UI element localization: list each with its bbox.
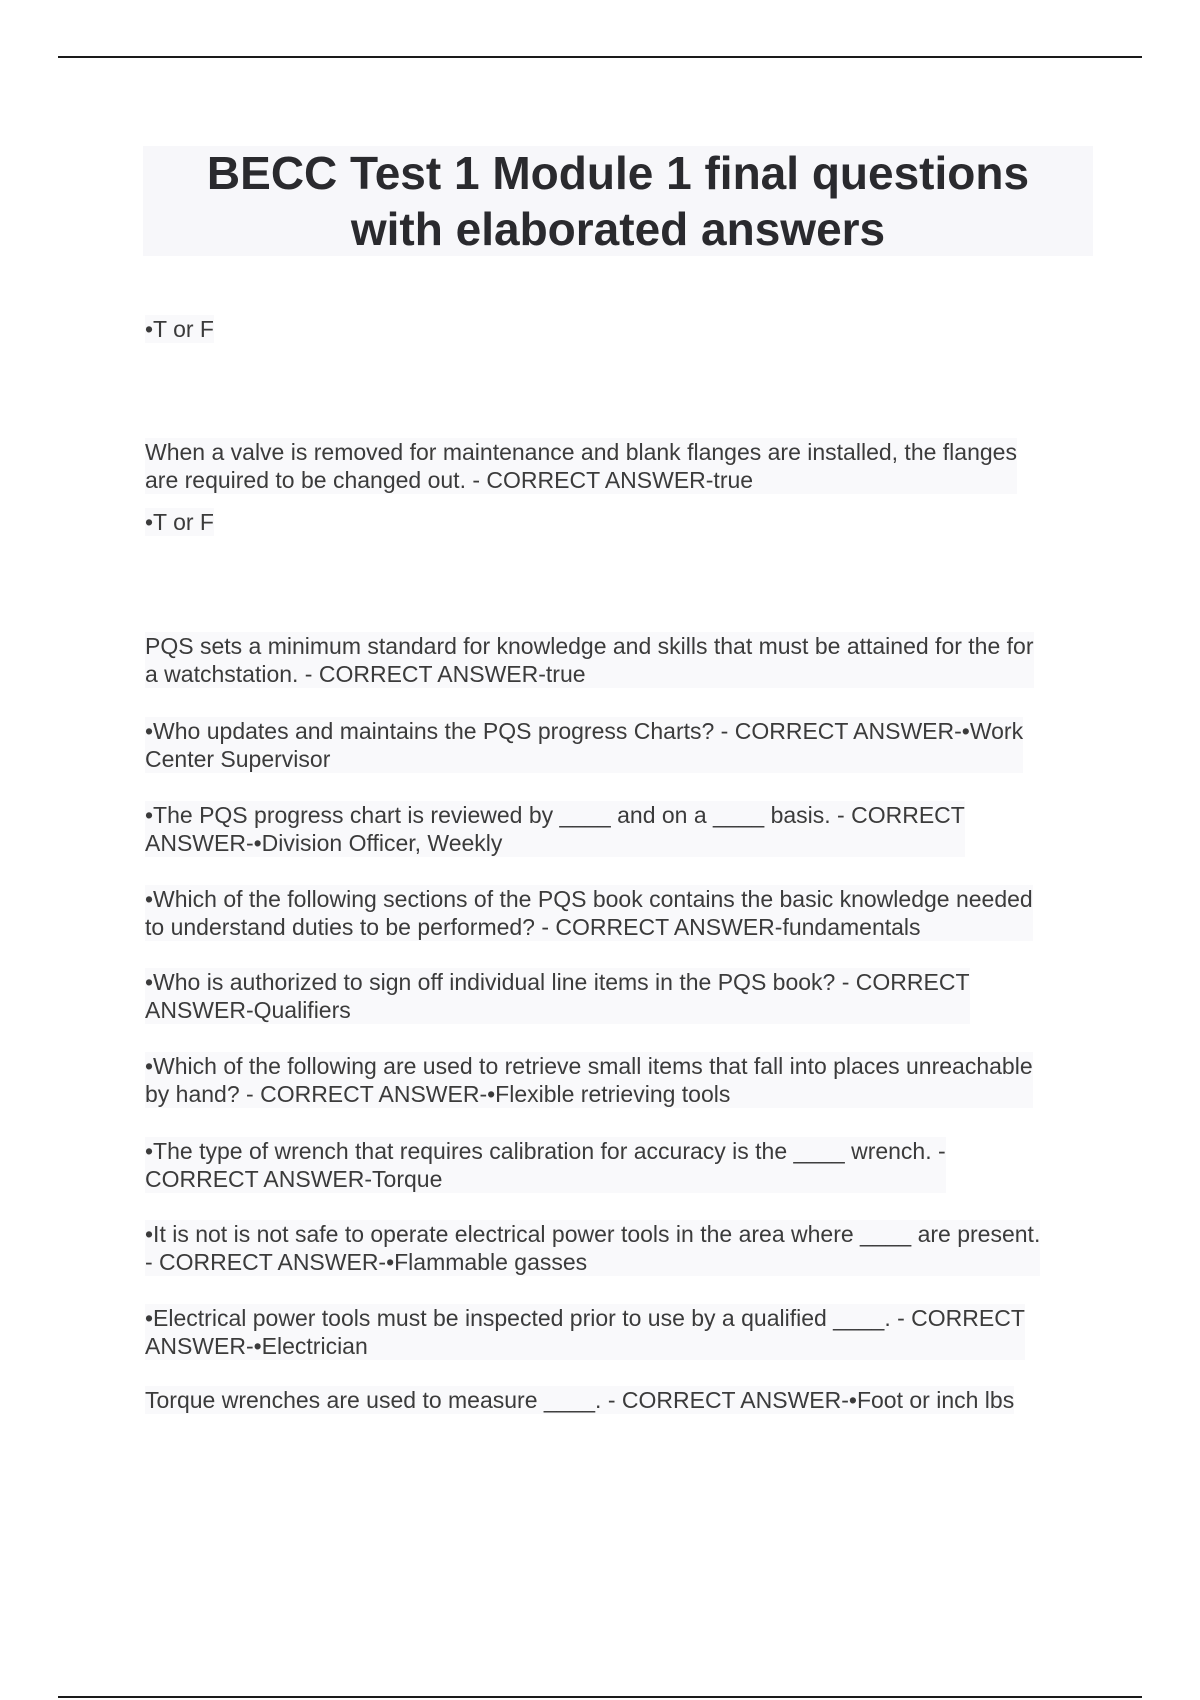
qa-line: a watchstation. - CORRECT ANSWER-true xyxy=(145,661,586,687)
qa-line: •Who is authorized to sign off individual line items in the PQS book? - CORRECT xyxy=(145,969,970,995)
qa-line: •T or F xyxy=(145,509,214,535)
qa-paragraph xyxy=(145,717,1023,773)
qa-line: •It is not is not safe to operate electrical power tools in the area where ____ are present. xyxy=(145,1221,1041,1247)
qa-paragraph xyxy=(145,1137,946,1193)
title-line-1: BECC Test 1 Module 1 final questions xyxy=(206,147,1030,199)
qa-line: •The PQS progress chart is reviewed by ____ and on a ____ basis. - CORRECT xyxy=(145,802,965,828)
title-line-2: with elaborated answers xyxy=(350,203,886,255)
qa-line: are required to be changed out. - CORRECT ANSWER-true xyxy=(145,467,754,493)
qa-line: to understand duties to be performed? - CORRECT ANSWER-fundamentals xyxy=(145,914,921,940)
bottom-rule xyxy=(58,1696,1142,1698)
qa-line: ANSWER-•Electrician xyxy=(145,1333,368,1359)
qa-paragraph xyxy=(145,1220,1040,1276)
qa-line: •The type of wrench that requires calibration for accuracy is the ____ wrench. - xyxy=(145,1138,946,1164)
qa-line: When a valve is removed for maintenance and blank flanges are installed, the flanges xyxy=(145,439,1017,465)
top-rule xyxy=(58,56,1142,58)
qa-line: CORRECT ANSWER-Torque xyxy=(145,1166,443,1192)
qa-paragraph xyxy=(145,968,970,1024)
qa-line: •Who updates and maintains the PQS progress Charts? - CORRECT ANSWER-•Work xyxy=(145,718,1024,744)
qa-line: Torque wrenches are used to measure ____. - CORRECT ANSWER-•Foot or inch lbs xyxy=(145,1387,1015,1413)
qa-paragraph xyxy=(145,1052,1033,1108)
qa-line: •Which of the following sections of the PQS book contains the basic knowledge needed xyxy=(145,886,1033,912)
title-block xyxy=(143,146,1093,256)
qa-paragraph xyxy=(145,438,1017,494)
qa-paragraph xyxy=(145,1304,1025,1360)
qa-paragraph xyxy=(145,801,965,857)
qa-paragraph xyxy=(145,508,214,536)
qa-line: - CORRECT ANSWER-•Flammable gasses xyxy=(145,1249,588,1275)
qa-line: •Electrical power tools must be inspected prior to use by a qualified ____. - CORRECT xyxy=(145,1305,1025,1331)
qa-paragraph xyxy=(145,632,1034,688)
qa-line: •Which of the following are used to retrieve small items that fall into places unreachable xyxy=(145,1053,1033,1079)
qa-line: ANSWER-•Division Officer, Weekly xyxy=(145,830,503,856)
qa-line: by hand? - CORRECT ANSWER-•Flexible retrieving tools xyxy=(145,1081,731,1107)
qa-line: PQS sets a minimum standard for knowledge and skills that must be attained for the for xyxy=(145,633,1034,659)
qa-line: ANSWER-Qualifiers xyxy=(145,997,351,1023)
qa-paragraph xyxy=(145,885,1033,941)
qa-paragraph xyxy=(145,315,214,343)
qa-line: •T or F xyxy=(145,316,214,342)
qa-paragraph xyxy=(145,1386,1014,1414)
document-title xyxy=(168,145,1068,257)
qa-line: Center Supervisor xyxy=(145,746,331,772)
